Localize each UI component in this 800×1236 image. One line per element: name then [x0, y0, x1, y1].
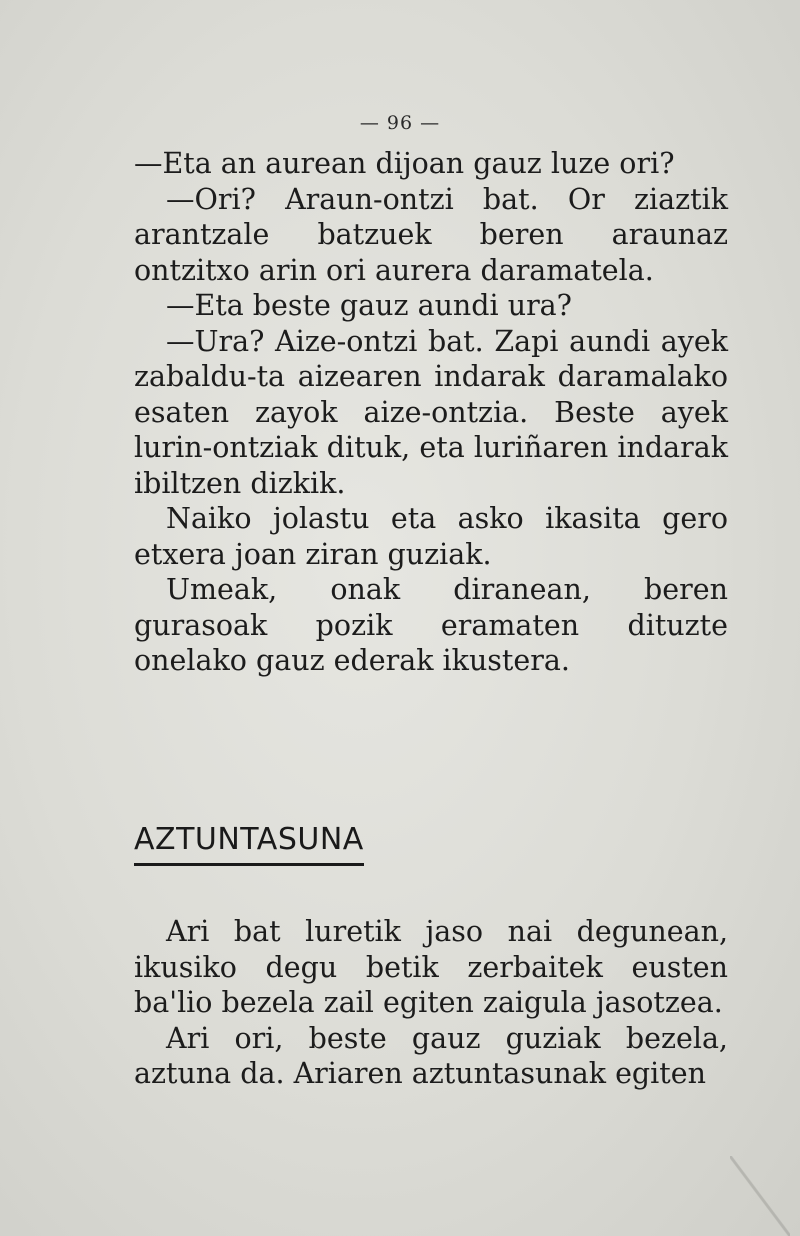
bottom-text-block — [134, 914, 728, 1092]
paragraph: Naiko jolastu eta asko ikasita gero etxera joan ziran guziak. — [134, 502, 728, 571]
paragraph: Ari ori, beste gauz guziak bezela, aztuna da. Ariaren aztuntasunak egiten — [134, 1021, 728, 1090]
paragraph: Umeak, onak diranean, beren gurasoak pozik eramaten dituzte onelako gauz ederak ikustera. — [134, 573, 728, 677]
paragraph: —Eta an aurean dijoan gauz luze ori? — [134, 147, 675, 180]
top-text-block — [134, 146, 728, 679]
page-edge-shadow — [730, 1156, 790, 1236]
paragraph: —Ori? Araun-ontzi bat. Or ziaztik arantzale batzuek beren araunaz ontzitxo arin ori aurera daramatela. — [134, 182, 728, 287]
paragraph: —Eta beste gauz aundi ura? — [166, 289, 572, 322]
paragraph: —Ura? Aize-ontzi bat. Zapi aundi ayek zabaldu-ta aizearen indarak daramalako esaten zayok aize-ontzia. Beste ayek lurin-ontziak dituk, eta luriñaren indarak ibiltzen dizkik. — [134, 324, 728, 500]
page-number: — 96 — — [359, 112, 441, 134]
paragraph: Ari bat luretik jaso nai degunean, ikusiko degu betik zerbaitek eusten ba'lio bezela zail egiten zaigula jasotzea. — [134, 915, 728, 1019]
section-title: AZTUNTASUNA — [134, 822, 364, 866]
